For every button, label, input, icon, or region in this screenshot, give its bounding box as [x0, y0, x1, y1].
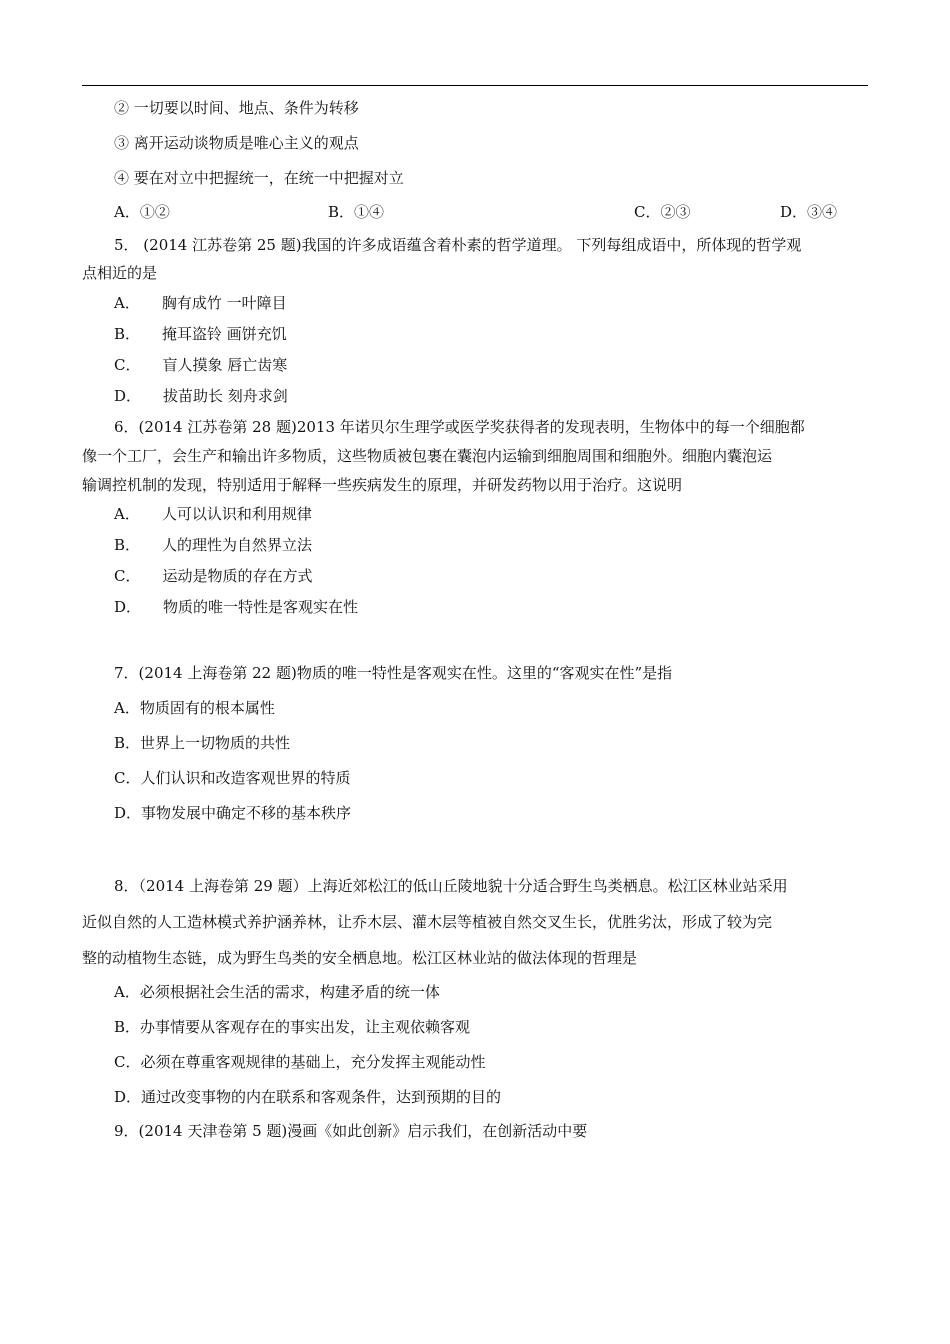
header-rule: [82, 85, 868, 86]
question-6-line-2: 像一个工厂，会生产和输出许多物质，这些物质被包裹在囊泡内运输到细胞周围和细胞外。细胞内囊泡运: [82, 447, 773, 465]
statement-3: ③ 离开运动谈物质是唯心主义的观点: [114, 134, 359, 152]
q6-option-b: [114, 535, 312, 555]
option-letter: B．: [114, 536, 141, 554]
q8-option-b: B．办事情要从客观存在的事实出发，让主观依赖客观: [114, 1018, 471, 1036]
option-letter: C．: [114, 356, 141, 374]
option-text: 掩耳盗铃 画饼充饥: [162, 325, 287, 343]
q8-option-a: A．必须根据社会生活的需求，构建矛盾的统一体: [114, 983, 440, 1001]
option-letter: A．: [114, 294, 140, 312]
option-letter: D．: [114, 598, 142, 616]
question-8-line-2: 近似自然的人工造林模式养护涵养林，让乔木层、灌木层等植被自然交叉生长，优胜劣汰，形成了较为完: [82, 913, 773, 931]
option-letter: A．: [114, 505, 140, 523]
q6-option-c: [114, 566, 313, 586]
question-8-line-1: 8．（2014 上海卷第 29 题）上海近郊松江的低山丘陵地貌十分适合野生鸟类栖息。松江区林业站采用: [114, 877, 788, 895]
question-9: 9．(2014 天津卷第 5 题)漫画《如此创新》启示我们，在创新活动中要: [114, 1122, 588, 1140]
q4-option-a: A．①②: [114, 203, 170, 221]
q5-option-c: [114, 355, 287, 375]
q8-option-c: C．必须在尊重客观规律的基础上，充分发挥主观能动性: [114, 1053, 486, 1071]
option-letter: D．: [114, 387, 142, 405]
q7-option-c: C．人们认识和改造客观世界的特质: [114, 769, 351, 787]
option-text: 盲人摸象 唇亡齿寒: [162, 356, 288, 374]
q5-option-a: [114, 293, 287, 313]
q6-option-a: [114, 504, 312, 524]
option-letter: C．: [114, 567, 141, 585]
option-text: 物质的唯一特性是客观实在性: [163, 598, 359, 616]
question-7: 7．(2014 上海卷第 22 题)物质的唯一特性是客观实在性。这里的“客观实在性”是指: [114, 664, 673, 682]
question-8-line-3: 整的动植物生态链，成为野生鸟类的安全栖息地。松江区林业站的做法体现的哲理是: [82, 949, 638, 967]
q7-option-a: A．物质固有的根本属性: [114, 699, 275, 717]
q7-option-b: B．世界上一切物质的共性: [114, 734, 291, 752]
question-6-line-1: 6．(2014 江苏卷第 28 题)2013 年诺贝尔生理学或医学奖获得者的发现表明，生物体中的每一个细胞都: [114, 418, 805, 436]
statement-2: ② 一切要以时间、地点、条件为转移: [114, 99, 359, 117]
q5-option-d: [114, 386, 288, 406]
option-text: 胸有成竹 一叶障目: [161, 294, 287, 312]
option-text: 运动是物质的存在方式: [162, 567, 313, 585]
q7-option-d: D．事物发展中确定不移的基本秩序: [114, 804, 352, 822]
question-5-line-2: 点相近的是: [82, 264, 158, 282]
q8-option-d: D．通过改变事物的内在联系和客观条件，达到预期的目的: [114, 1088, 502, 1106]
option-text: 人可以认识和利用规律: [161, 505, 312, 523]
option-letter: B．: [114, 325, 141, 343]
option-text: 拔苗助长 刻舟求剑: [163, 387, 288, 405]
q6-option-d: [114, 597, 358, 617]
q5-option-b: [114, 324, 287, 344]
question-5-line-1: 5． (2014 江苏卷第 25 题)我国的许多成语蕴含着朴素的哲学道理。 下列每组成语中，所体现的哲学观: [114, 236, 802, 254]
statement-4: ④ 要在对立中把握统一，在统一中把握对立: [114, 169, 404, 187]
question-6-line-3: 输调控机制的发现，特别适用于解释一些疾病发生的原理，并研发药物以用于治疗。这说明: [82, 476, 683, 494]
q4-option-c: C．②③: [634, 203, 691, 221]
q4-option-b: B．①④: [328, 203, 385, 221]
q4-option-d: D．③④: [780, 203, 838, 221]
option-text: 人的理性为自然界立法: [162, 536, 313, 554]
